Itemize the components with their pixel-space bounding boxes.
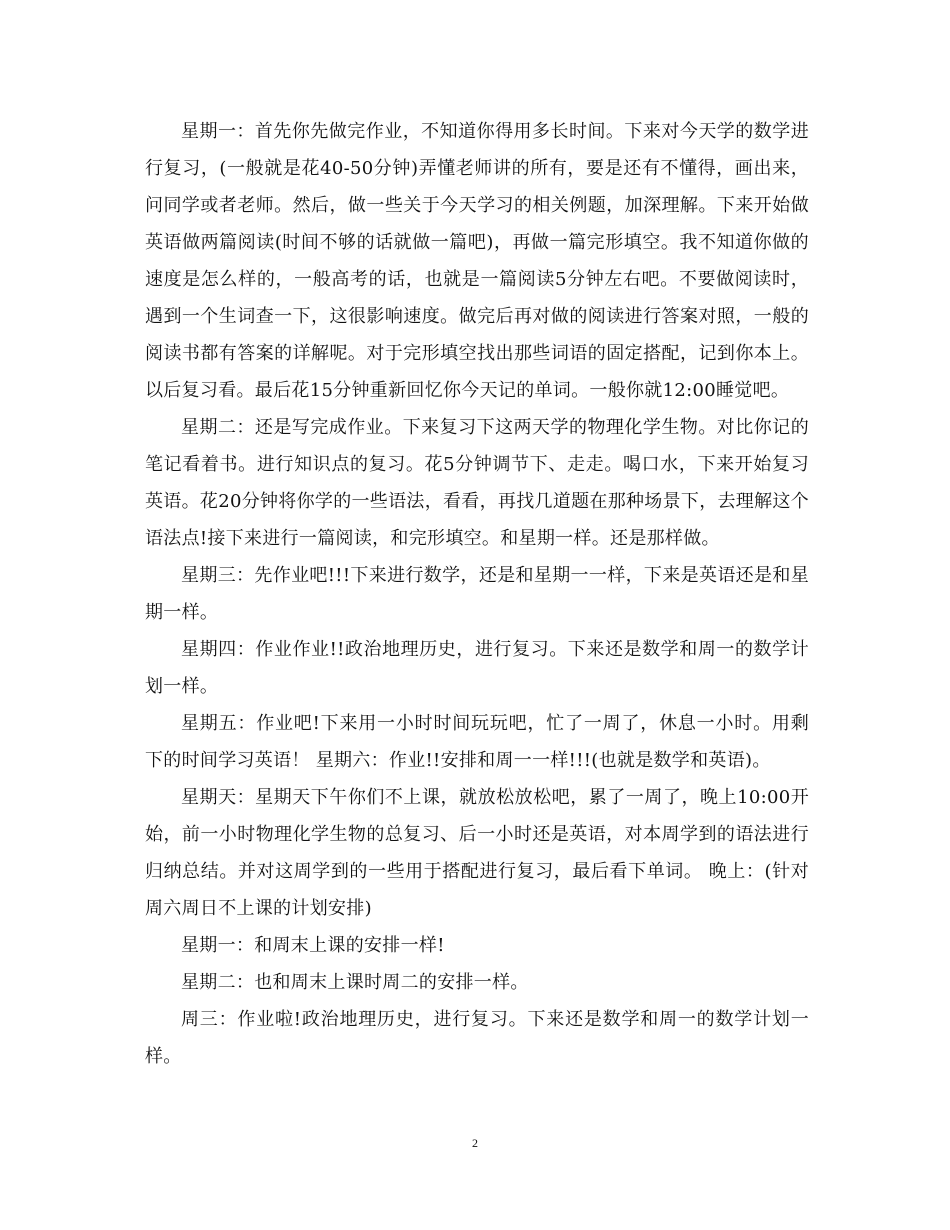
paragraph-monday-plan: 星期一：首先你先做完作业，不知道你得用多长时间。下来对今天学的数学进行复习，(一般就是花40-50分钟)弄懂老师讲的所有，要是还有不懂得，画出来，问同学或者老师。然后，做一些关于今天学习的相关例题，加深理解。下来开始做英语做两篇阅读(时间不够的话就做一篇吧)，再做一篇完形填空。我不知道你做的速度是怎么样的，一般高考的话，也就是一篇阅读5分钟左右吧。不要做阅读时，遇到一个生词查一下，这很影响速度。做完后再对做的阅读进行答案对照，一般的阅读书都有答案的详解呢。对于完形填空找出那些词语的固定搭配，记到你本上。以后复习看。最后花15分钟重新回忆你今天记的单词。一般你就12:00睡觉吧。 (145, 121, 809, 401)
paragraph-wednesday-plan: 星期三：先作业吧!!!下来进行数学，还是和星期一一样，下来是英语还是和星期一样。 (145, 565, 809, 623)
paragraph-alt-tuesday-plan: 星期二：也和周末上课时周二的安排一样。 (181, 972, 529, 993)
paragraph-sunday-plan: 星期天：星期天下午你们不上课，就放松放松吧，累了一周了，晚上10:00开始，前一小时物理化学生物的总复习、后一小时还是英语，对本周学到的语法进行归纳总结。并对这周学到的一些用于搭配进行复习，最后看下单词。 晚上：(针对周六周日不上课的计划安排) (145, 787, 809, 919)
paragraph-alt-wednesday-plan: 周三：作业啦!政治地理历史，进行复习。下来还是数学和周一的数学计划一样。 (145, 1009, 809, 1067)
paragraph-tuesday-plan: 星期二：还是写完成作业。下来复习下这两天学的物理化学生物。对比你记的笔记看着书。进行知识点的复习。花5分钟调节下、走走。喝口水，下来开始复习英语。花20分钟将你学的一些语法，看看，再找几道题在那种场景下，去理解这个语法点!接下来进行一篇阅读，和完形填空。和星期一样。还是那样做。 (145, 417, 810, 549)
paragraph-friday-saturday-plan: 星期五：作业吧!下来用一小时时间玩玩吧，忙了一周了，休息一小时。用剩下的时间学习英语！ 星期六：作业!!安排和周一一样!!!(也就是数学和英语)。 (145, 713, 809, 771)
paragraph-thursday-plan: 星期四：作业作业!!政治地理历史，进行复习。下来还是数学和周一的数学计划一样。 (145, 639, 809, 697)
document-body (145, 113, 809, 1075)
page-number: 2 (472, 1136, 478, 1150)
paragraph-alt-monday-plan: 星期一：和周末上课的安排一样! (181, 935, 445, 956)
